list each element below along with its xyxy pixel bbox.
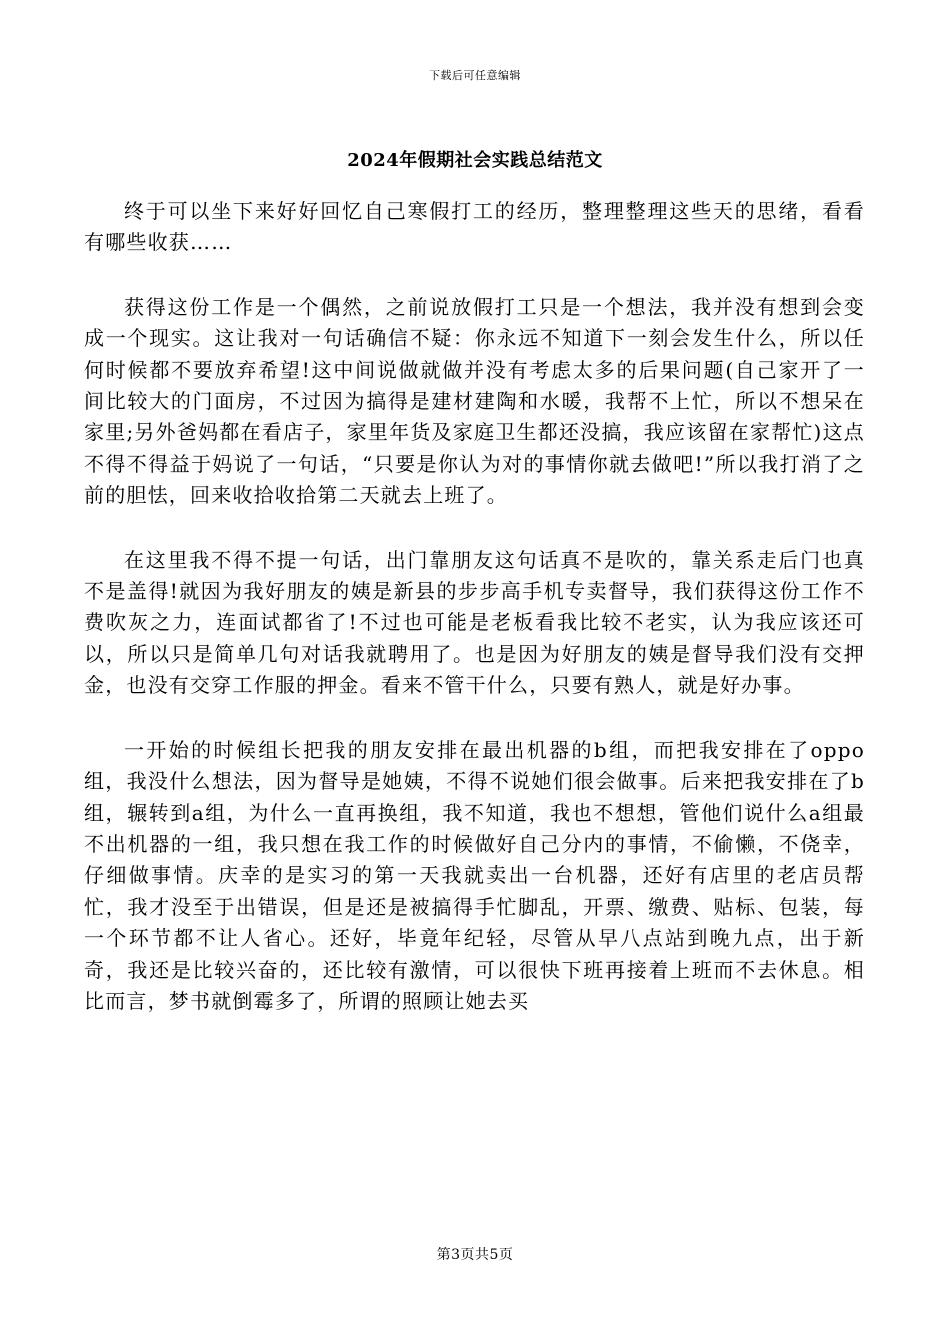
- document-title: 2024年假期社会实践总结范文: [347, 150, 603, 171]
- paragraph-3: 在这里我不得不提一句话，出门靠朋友这句话真不是吹的，靠关系走后门也真不是盖得!就因为我好朋友的姨是新县的步步高手机专卖督导，我们获得这份工作不费吹灰之力，连面试都省了!不过也可能是老板看我比较不老实，认为我应该还可以，所以只是简单几句对话我就聘用了。也是因为好朋友的姨是督导我们没有交押金，也没有交穿工作服的押金。看来不管干什么，只要有熟人，就是好办事。: [84, 547, 865, 698]
- paragraph-4: 一开始的时候组长把我的朋友安排在最出机器的b组，而把我安排在了oppo组，我没什么想法，因为督导是她姨，不得不说她们很会做事。后来把我安排在了b组，辗转到a组，为什么一直再换组，我不知道，我也不想想，管他们说什么a组最不出机器的一组，我只想在我工作的时候做好自己分内的事情，不偷懒，不侥幸，仔细做事情。庆幸的是实习的第一天我就卖出一台机器，还好有店里的老店员帮忙，我才没至于出错误，但是还是被搞得手忙脚乱，开票、缴费、贴标、包装，每一个环节都不让人省心。还好，毕竟年纪轻，尽管从早八点站到晚九点，出于新奇，我还是比较兴奋的，还比较有激情，可以很快下班再接着上班而不去休息。相比而言，梦书就倒霉多了，所谓的照顾让她去买: [84, 737, 865, 1013]
- document-body: [84, 196, 865, 1050]
- page-number-footer: 第3页共5页: [436, 1247, 514, 1263]
- header-note: 下载后可任意编辑: [429, 69, 521, 82]
- paragraph-2: 获得这份工作是一个偶然，之前说放假打工只是一个想法，我并没有想到会变成一个现实。这让我对一句话确信不疑：你永远不知道下一刻会发生什么，所以任何时候都不要放弃希望!这中间说做就做并没有考虑太多的后果问题(自己家开了一间比较大的门面房，不过因为搞得是建材建陶和水暖，我帮不上忙，所以不想呆在家里;另外爸妈都在看店子，家里年货及家庭卫生都还没搞，我应该留在家帮忙)这点不得不得益于妈说了一句话，“只要是你认为对的事情你就去做吧!”所以我打消了之前的胆怯，回来收拾收拾第二天就去上班了。: [84, 294, 865, 508]
- paragraph-1: 终于可以坐下来好好回忆自己寒假打工的经历，整理整理这些天的思绪，看看有哪些收获……: [84, 199, 865, 255]
